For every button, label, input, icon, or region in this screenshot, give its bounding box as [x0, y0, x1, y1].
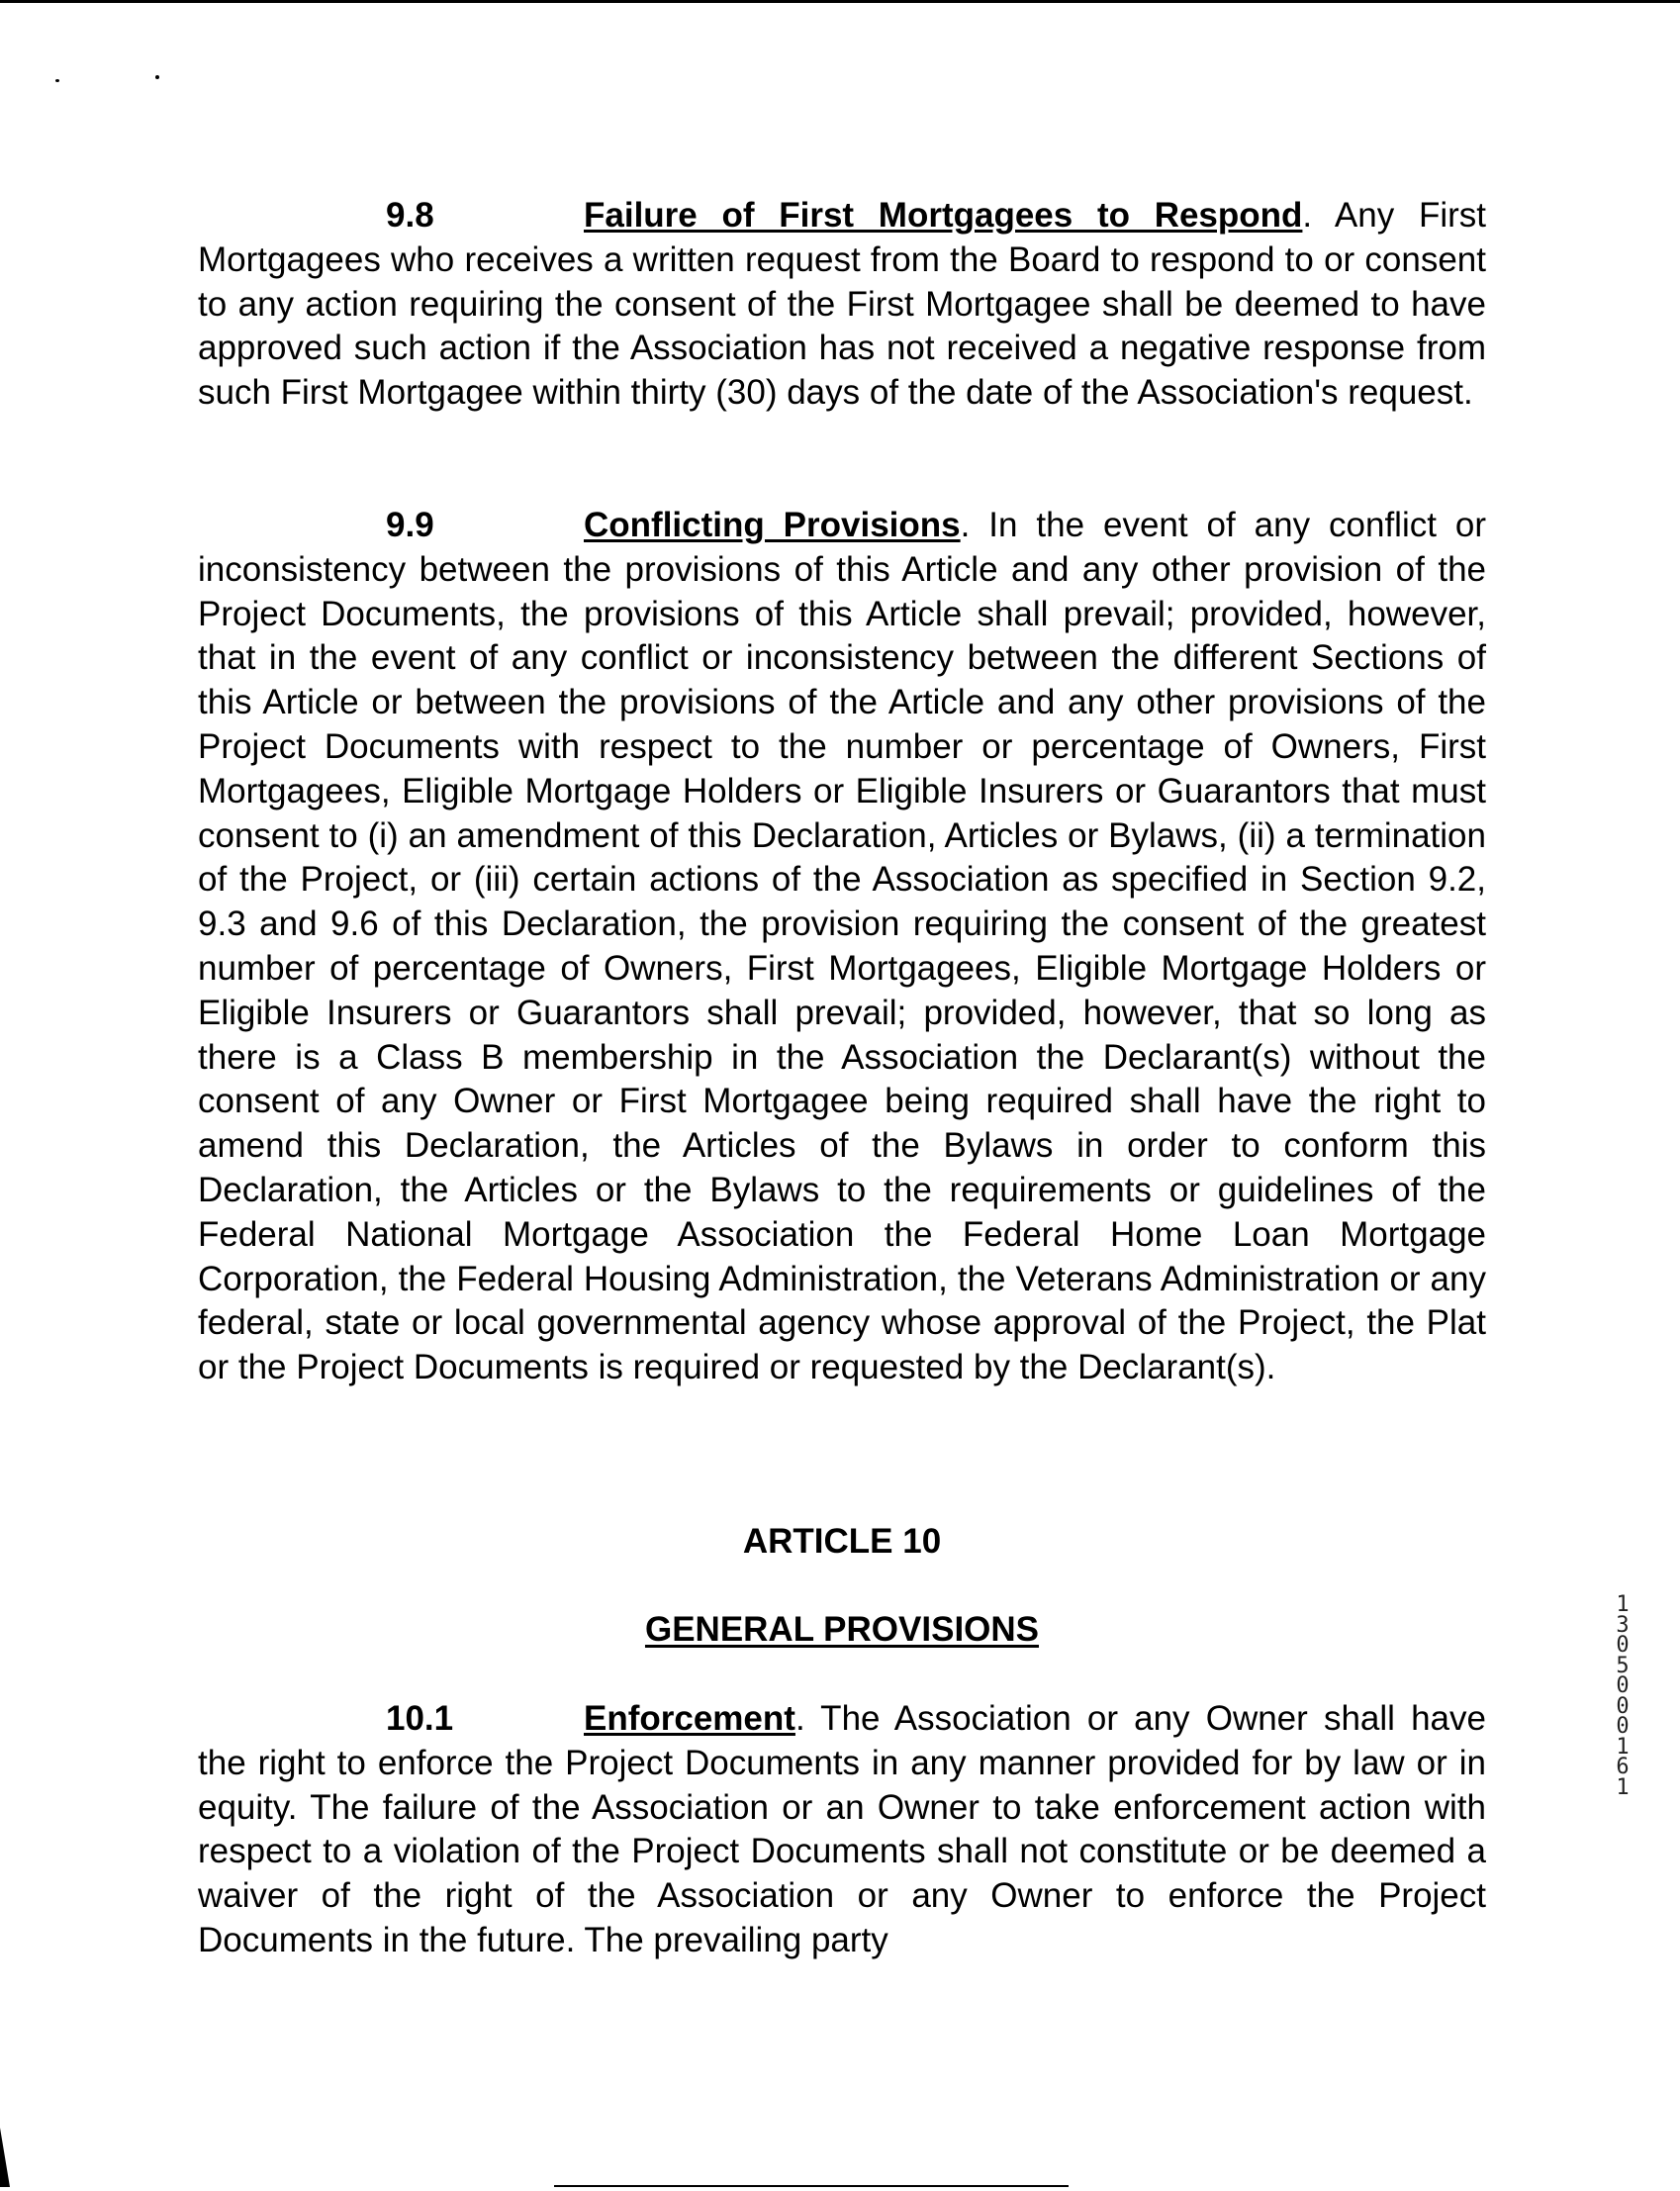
scan-edge-bottom	[554, 2185, 1069, 2187]
section-title: Enforcement	[584, 1699, 795, 1738]
section-number: 9.9	[386, 506, 434, 544]
margin-stamp: 13050 00161	[1616, 1592, 1630, 1800]
section-9-9	[198, 504, 1486, 1390]
article-heading: ARTICLE 10	[742, 1522, 942, 1561]
section-text: . In the event of any conflict or inconsistency between the provisions of this Article and any other provision of the Project Documents, the provisions of this Article shall prevail; provided, however, that in the event of any conflict or inconsistency between the different Sections of this Article or between the provisions of the Article and any other provisions of the Project Documents with respect to the number or percentage of Owners, First Mortgagees, Eligible Mortgage Holders or Eligible Insurers or Guarantors that must consent to (i) an amendment of this Declaration, Articles or Bylaws, (ii) a termination of the Project, or (iii) certain actions of the Association as specified in Section 9.2, 9.3 and 9.6 of this Declaration, the provision requiring the consent of the greatest number of percentage of Owners, First Mortgagees, Eligible Mortgage Holders or Eligible Insurers or Guarantors shall prevail; provided, however, that so long as there is a Class B membership in the Association the Declarant(s) without the consent of any Owner or First Mortgagee being required shall have the right to amend this Declaration, the Articles of the Bylaws in order to conform this Declaration, the Articles or the Bylaws to the requirements or guidelines of the Federal National Mortgage Association the Federal Home Loan Mortgage Corporation, the Federal Housing Administration, the Veterans Administration or any federal, state or local governmental agency whose approval of the Project, the Plat or the Project Documents is required or requested by the Declarant(s).	[198, 506, 1486, 1387]
section-number: 10.1	[386, 1699, 454, 1738]
article-title: GENERAL PROVISIONS	[644, 1610, 1040, 1649]
section-title: Conflicting Provisions	[584, 506, 961, 544]
section-title: Failure of First Mortgagees to Respond	[584, 196, 1303, 235]
section-number: 9.8	[386, 196, 434, 235]
section-10-1	[198, 1697, 1486, 1963]
scan-corner	[0, 2128, 10, 2187]
section-text: . The Association or any Owner shall have the right to enforce the Project Documents in any manner provided for by law or in equity. The failure of the Association or an Owner to take enforcement action with respect to a violation of the Project Documents shall not constitute or be deemed a waiver of the right of the Association or any Owner to enforce the Project Documents in the future. The prevailing party	[198, 1699, 1486, 1959]
section-9-8	[198, 194, 1486, 416]
scan-edge-top	[0, 0, 1680, 3]
section-text: . Any First Mortgagees who receives a written request from the Board to respond to or consent to any action requiring the consent of the First Mortgagee shall be deemed to have approved such action if the Association has not received a negative response from such First Mortgagee within thirty (30) days of the date of the Association's request.	[198, 196, 1486, 413]
scan-speck	[55, 79, 59, 82]
scan-speck	[155, 75, 159, 79]
